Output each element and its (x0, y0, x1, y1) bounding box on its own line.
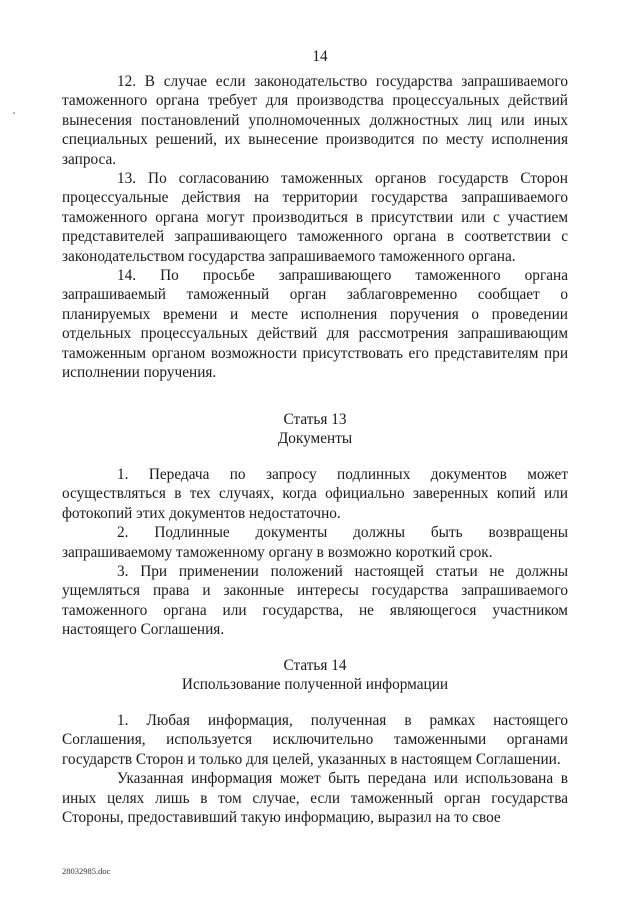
article-13-number: Статья 13 (283, 411, 347, 428)
article-14-heading (62, 656, 568, 695)
article-14-number: Статья 14 (283, 657, 347, 674)
article-14-paragraph-2: Указанная информация может быть передана или использована в иных целях лишь в том случае, если таможенный орган государства Стороны, предоставивший такую информацию, выразил на то свое (62, 770, 568, 827)
page-number: 14 (312, 48, 328, 65)
article-14-paragraph-1: 1. Любая информация, полученная в рамках настоящего Соглашения, используется исключительно таможенными органами государств Сторон и только для целей, указанных в настоящем Соглашении. (62, 712, 568, 768)
article-13-heading (62, 410, 568, 449)
article-13-paragraph-3: 3. При применении положений настоящей статьи не должны ущемляться права и законные интересы государства запрашиваемого таможенного органа или государства, не являющегося участником настоящего Соглашения. (62, 563, 568, 639)
paragraph-12: 12. В случае если законодательство государства запрашиваемого таможенного органа требует для производства процессуальных действий вынесения постановлений уполномоченных должностных лиц или иных специальных решений, их вынесение производится по месту исполнения запроса. (62, 73, 568, 168)
article-12-continuation (62, 72, 568, 383)
article-13-paragraph-2: 2. Подлинные документы должны быть возвращены запрашиваемому таможенному органу в возможно короткий срок. (62, 524, 568, 561)
paragraph-13: 13. По согласованию таможенных органов государств Сторон процессуальные действия на территории государства запрашиваемого таможенного органа могут производиться в присутствии или с участием представителей запрашивающего таможенного органа в соответствии с законодательством государства запрашиваемого таможенного органа. (62, 170, 568, 265)
paragraph-14: 14. По просьбе запрашивающего таможенного органа запрашиваемый таможенный орган заблаговременно сообщает о планируемых времени и месте исполнения поручения о проведении отдельных процессуальных действий для рассмотрения запрашивающим таможенным органом возможности присутствовать его представителям при исполнении поручения. (62, 267, 568, 382)
article-13-paragraph-1: 1. Передача по запросу подлинных документов может осуществляться в тех случаях, когда официально заверенных копий или фотокопий этих документов недостаточно. (62, 466, 568, 522)
article-13-title: Документы (277, 430, 353, 448)
article-14-title: Использование полученной информации (181, 676, 449, 694)
scan-mark (13, 112, 15, 114)
article-13-body (62, 465, 568, 640)
article-14-body (62, 711, 568, 827)
document-file-code: 28032985.doc (62, 866, 111, 876)
